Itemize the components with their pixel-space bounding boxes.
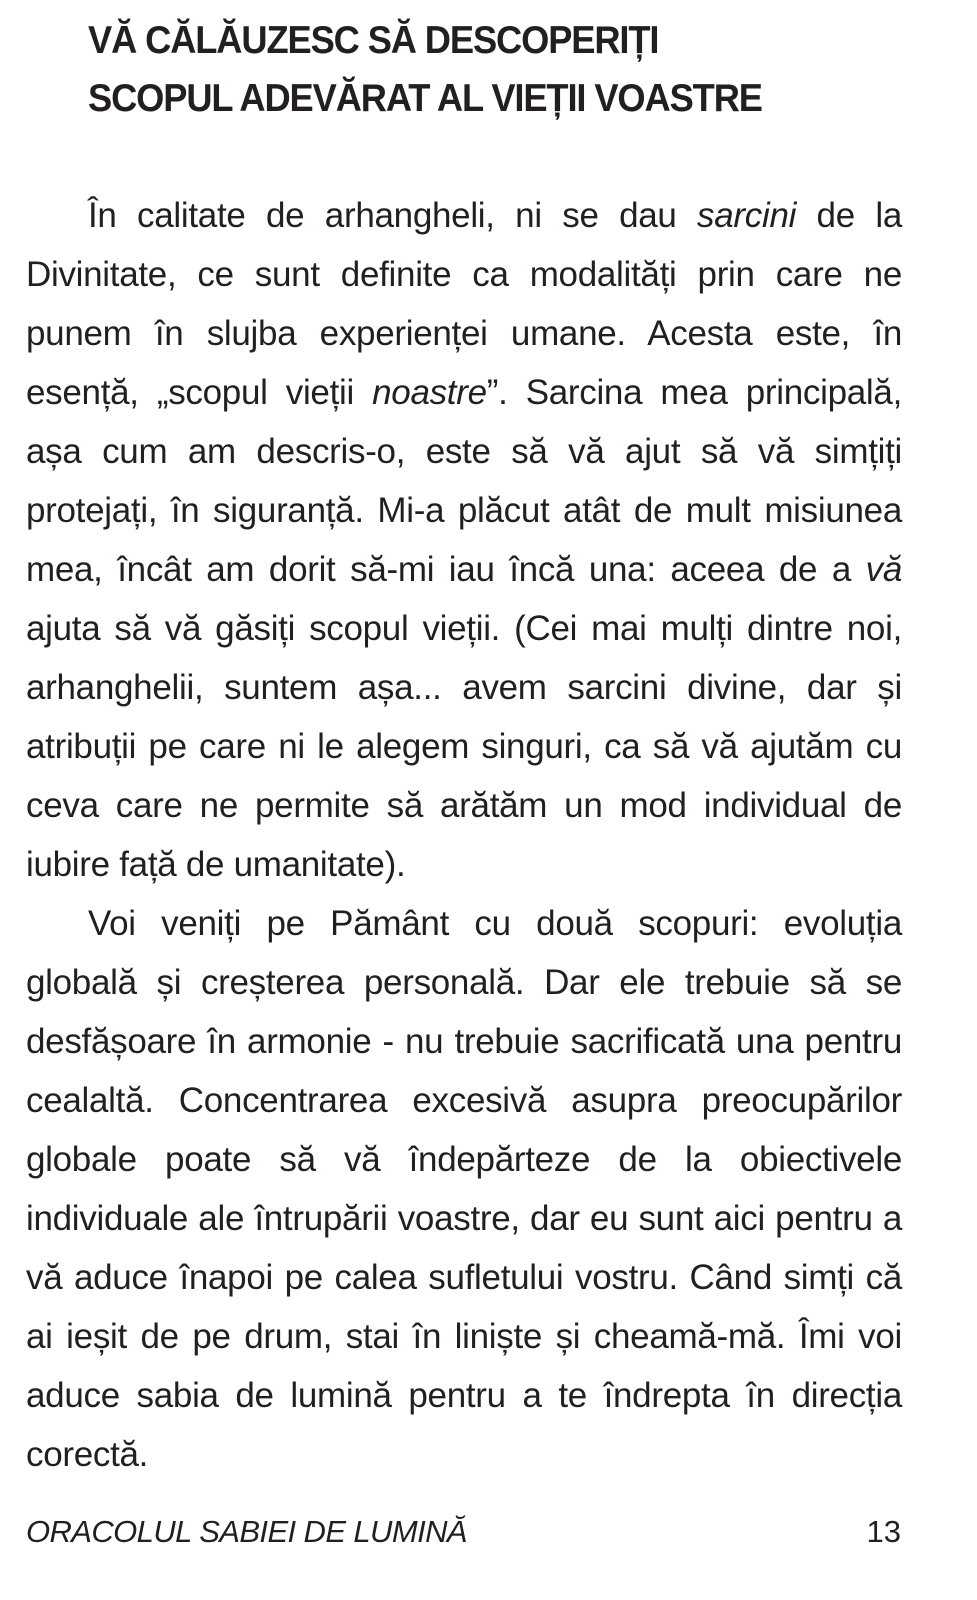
paragraph-2: Voi veniți pe Pământ cu două scopuri: evoluția globală și creșterea personală. Dar ele trebuie să se desfășoare în armonie - nu trebuie sacrificată una pentru cealaltă. Concentrarea excesivă asupra preocupărilor globale poate să vă îndepărteze de la obiectivele individuale ale întrupării voastre, dar eu sunt aici pentru a vă aduce înapoi pe calea sufletului vostru. Când simți că ai ieșit de pe drum, stai în liniște și cheamă-mă. Îmi voi aduce sabia de lumină pentru a te îndrepta în direcția corectă. (26, 904, 902, 1474)
running-footer-title: ORACOLUL SABIEI DE LUMINĂ (26, 1514, 467, 1549)
paragraph-1 (26, 186, 902, 894)
body-text (26, 186, 902, 1484)
paragraph-1-text-c: ”. Sarcina mea principală, așa cum am descris-o, este să vă ajut să vă simțiți protejați, în siguranță. Mi-a plăcut atât de mult misiunea mea, încât am dorit să-mi iau încă una: aceea de a (26, 373, 902, 589)
paragraph-1-text-d: ajuta să vă găsiți scopul vieții. (Cei mai mulți dintre noi, arhanghelii, suntem așa... avem sarcini divine, dar și atribuții pe care ni le alegem singuri, ca să vă ajutăm cu ceva care ne permite să arătăm un mod individual de iubire față de umanitate). (26, 609, 902, 884)
paragraph-1-text-b: de la Divinitate, ce sunt definite ca modalități prin care ne punem în slujba experienței umane. Acesta este, în esență, „scopul vieții (26, 196, 902, 412)
chapter-heading-line-1: VĂ CĂLĂUZESC SĂ DESCOPERIȚI (88, 19, 659, 62)
paragraph-1-text-a: În calitate de arhangheli, ni se dau (88, 196, 698, 235)
paragraph-1-italic-b: noastre (372, 373, 487, 412)
paragraph-1-italic-c: vă (865, 550, 902, 589)
paragraph-1-italic-a: sarcini (697, 196, 797, 235)
page-number: 13 (866, 1514, 901, 1549)
chapter-heading (88, 12, 851, 128)
chapter-heading-line-2: SCOPUL ADEVĂRAT AL VIEȚII VOASTRE (88, 77, 762, 120)
